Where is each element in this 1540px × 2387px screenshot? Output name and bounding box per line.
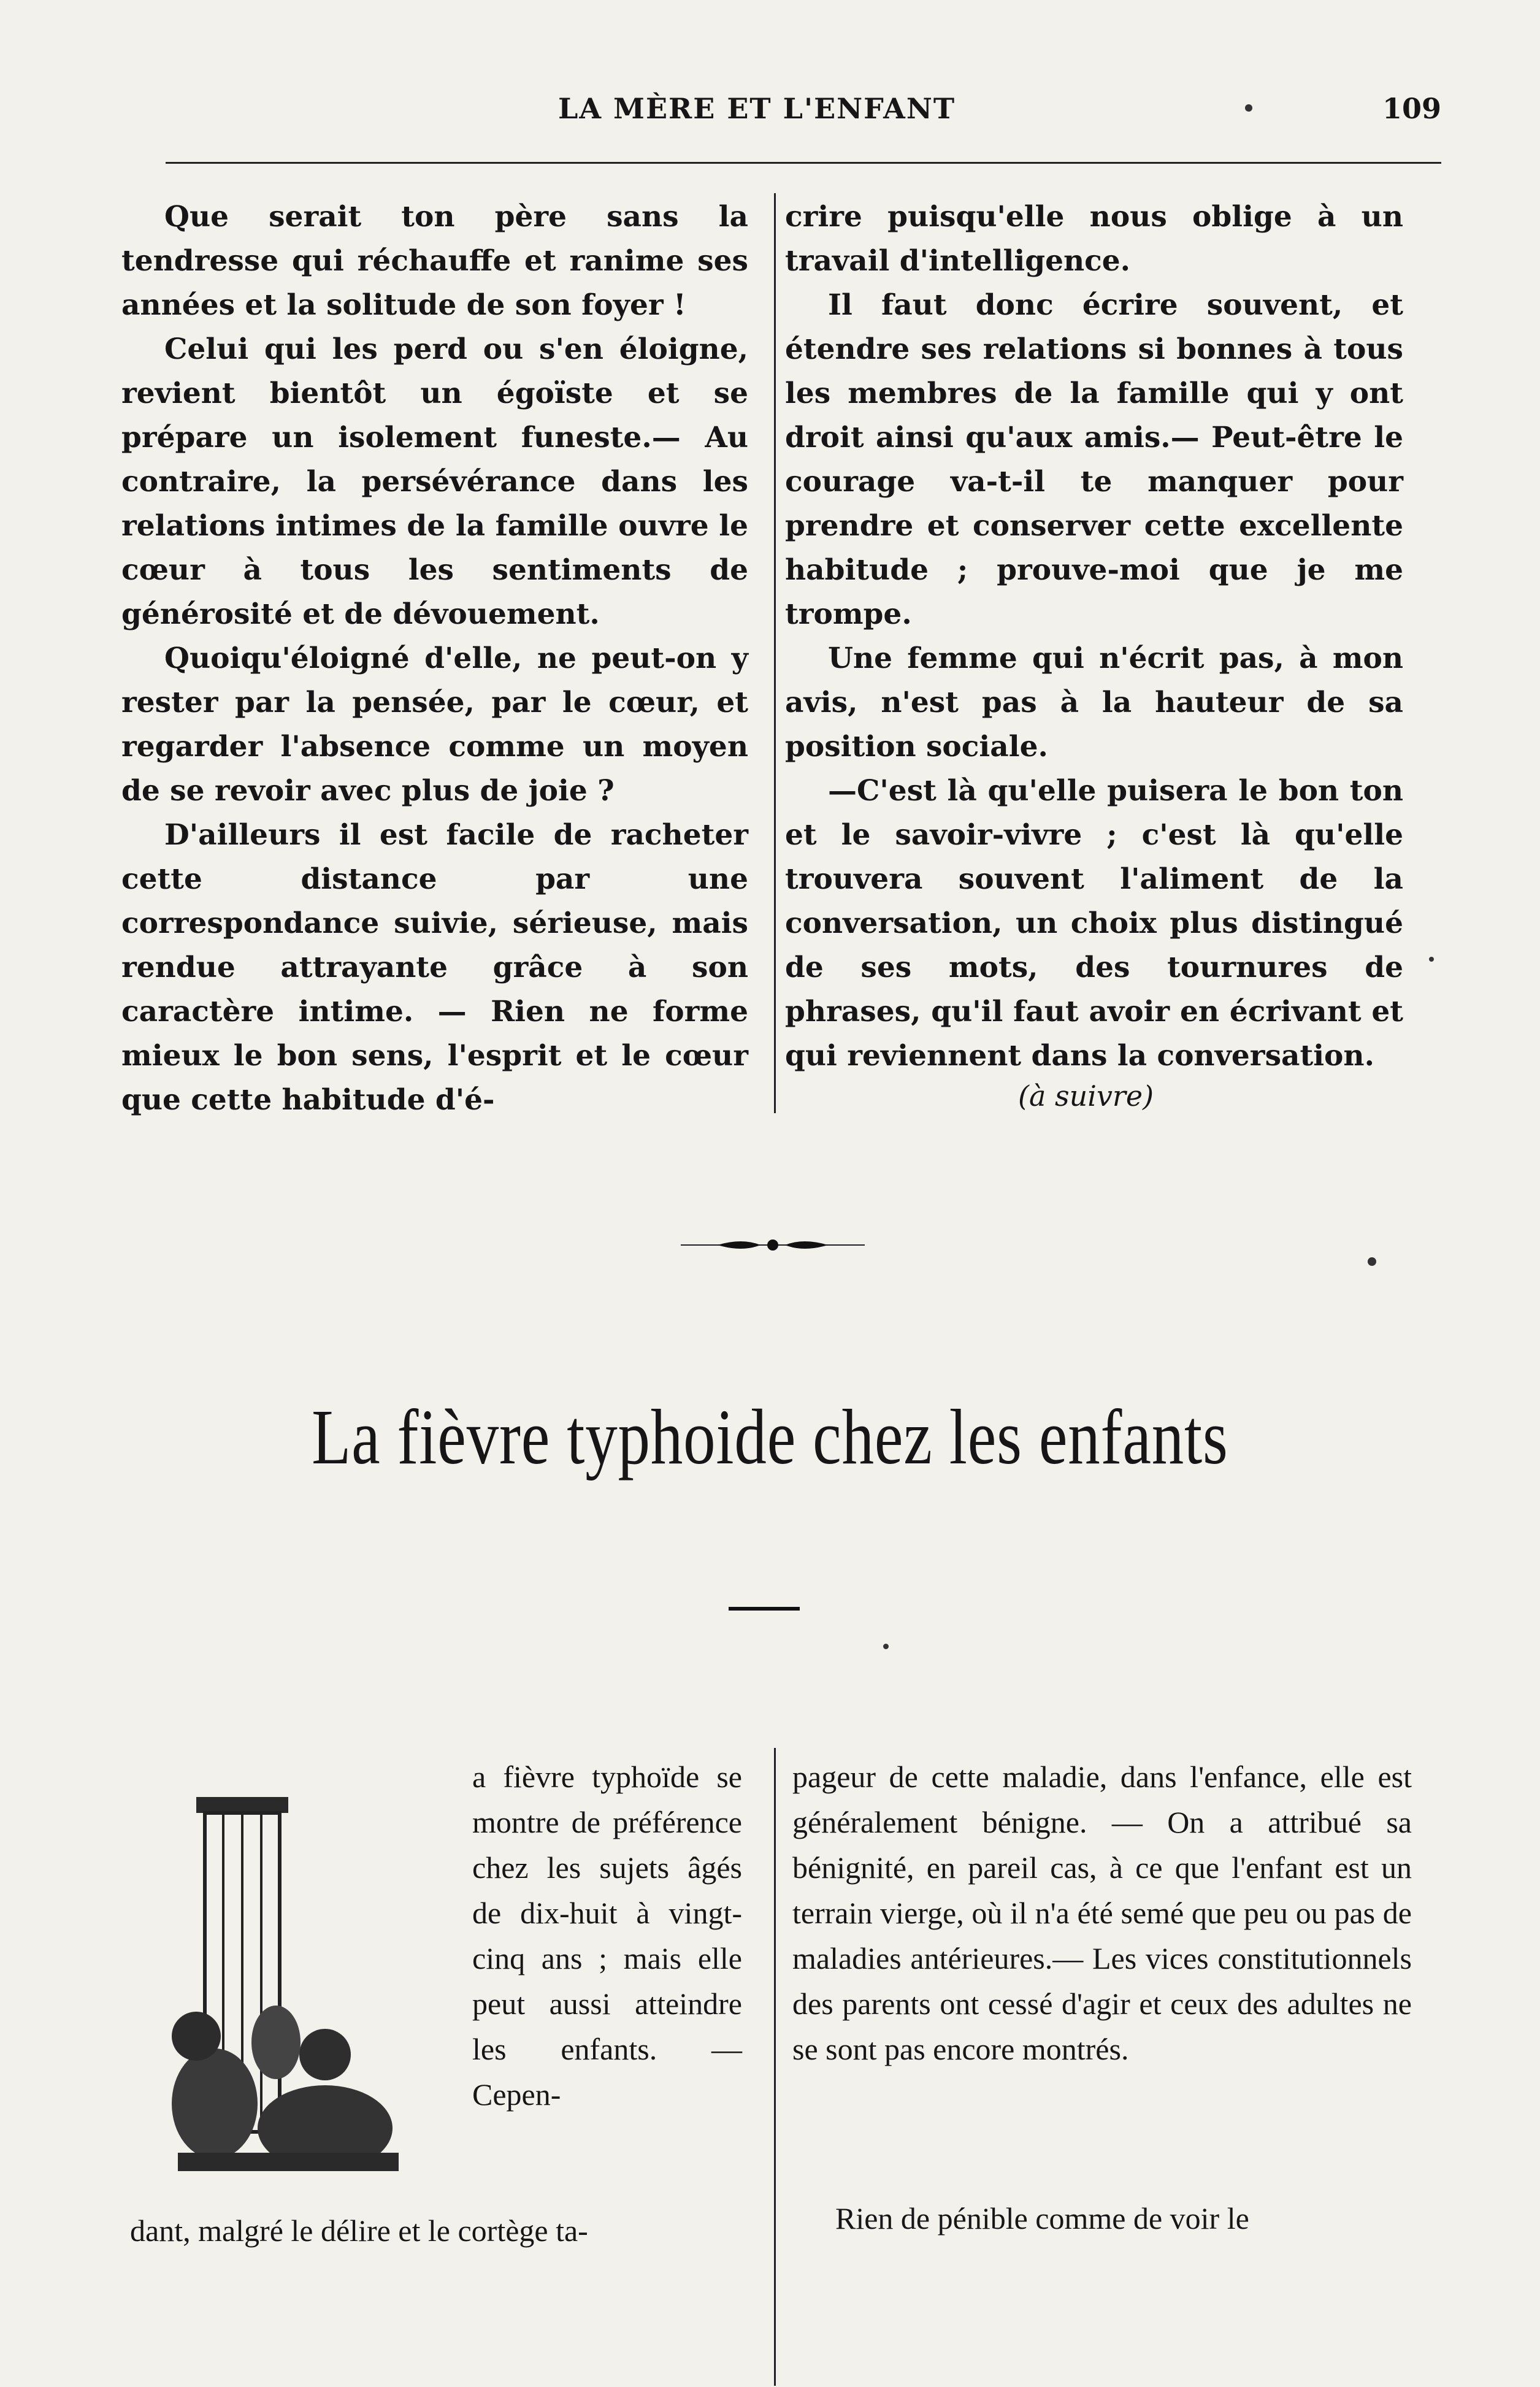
right-paragraph-1: crire puisqu'elle nous oblige à un travail d'intelligence. — [785, 200, 1403, 278]
article-paragraph-3: Rien de pénible comme de voir le — [835, 2201, 1249, 2236]
article-right-column-next — [792, 2196, 1412, 2241]
scan-speck — [883, 1644, 889, 1649]
scan-speck — [1429, 957, 1434, 962]
article-intro-continuation: dant, malgré le délire et le cortège ta- — [130, 2213, 588, 2248]
to-be-continued-note: (à suivre) — [1018, 1079, 1154, 1113]
article-left-column-bottom — [130, 2208, 743, 2253]
right-paragraph-3: Une femme qui n'écrit pas, à mon avis, n'est pas à la hauteur de sa position sociale. — [785, 642, 1403, 764]
left-paragraph-2: Celui qui les perd ou s'en éloigne, revient bientôt un égoïste et se prépare un isolement funeste.— Au contraire, la persévérance dans les relations intimes de la famille ouvre le cœur à tous les sentiments de générosité et de dévouement. — [121, 332, 748, 631]
scan-speck — [1245, 104, 1252, 112]
article-right-column — [792, 1754, 1412, 2072]
header-rule — [166, 162, 1441, 164]
column-divider-bottom — [774, 1748, 776, 2386]
section-ornament-icon — [681, 1233, 865, 1257]
left-paragraph-1: Que serait ton père sans la tendresse qui réchauffe et ranime ses années et la solitude de son foyer ! — [121, 200, 748, 322]
column-divider-top — [774, 193, 776, 1113]
running-header-title: LA MÈRE ET L'ENFANT — [558, 92, 956, 125]
left-column — [121, 195, 748, 1122]
scan-speck — [1368, 1257, 1376, 1266]
title-rule — [729, 1607, 800, 1611]
article-paragraph-2: pageur de cette maladie, dans l'enfance, elle est généralement bénigne. — On a attribué sa bénignité, en pareil cas, à ce que l'enfant est un terrain vierge, où il n'a été semé que peu ou pas de maladies antérieures.— Les vices constitutionnels des parents ont cessé d'agir et ceux des adultes ne se sont pas encore montrés. — [792, 1760, 1412, 2066]
running-header — [166, 92, 1441, 141]
right-column — [785, 195, 1403, 1078]
page-number: 109 — [1382, 92, 1441, 125]
article-intro-paragraph: a fièvre typhoïde se montre de préférence chez les sujets âgés de dix-huit à vingt-cinq ans ; mais elle peut aussi atteindre les enfants. — Cepen- — [472, 1760, 742, 2112]
article-title: La fièvre typhoide chez les enfants — [312, 1393, 1228, 1481]
right-paragraph-2: Il faut donc écrire souvent, et étendre ses relations si bonnes à tous les membres de la famille qui y ont droit ainsi qu'aux amis.— Peut-être le courage va-t-il te manquer pour prendre et conserver cette excellente habitude ; prouve-moi que je me trompe. — [785, 288, 1403, 631]
left-paragraph-3: Quoiqu'éloigné d'elle, ne peut-on y rester par la pensée, par le cœur, et regarder l'absence comme un moyen de se revoir avec plus de joie ? — [121, 642, 748, 808]
dropcap-illustration-icon — [141, 1785, 460, 2190]
right-paragraph-4: —C'est là qu'elle puisera le bon ton et le savoir-vivre ; c'est là qu'elle trouvera souvent l'aliment de la conversation, un choix plus distingué de ses mots, des tournures de phrases, qu'il faut avoir en écrivant et qui reviennent dans la conversation. — [785, 774, 1403, 1073]
left-paragraph-4: D'ailleurs il est facile de racheter cette distance par une correspondance suivie, sérieuse, mais rendue attrayante grâce à son caractère intime. — Rien ne forme mieux le bon sens, l'esprit et le cœur que cette habitude d'é- — [121, 818, 748, 1117]
article-left-column-top — [472, 1754, 742, 2117]
